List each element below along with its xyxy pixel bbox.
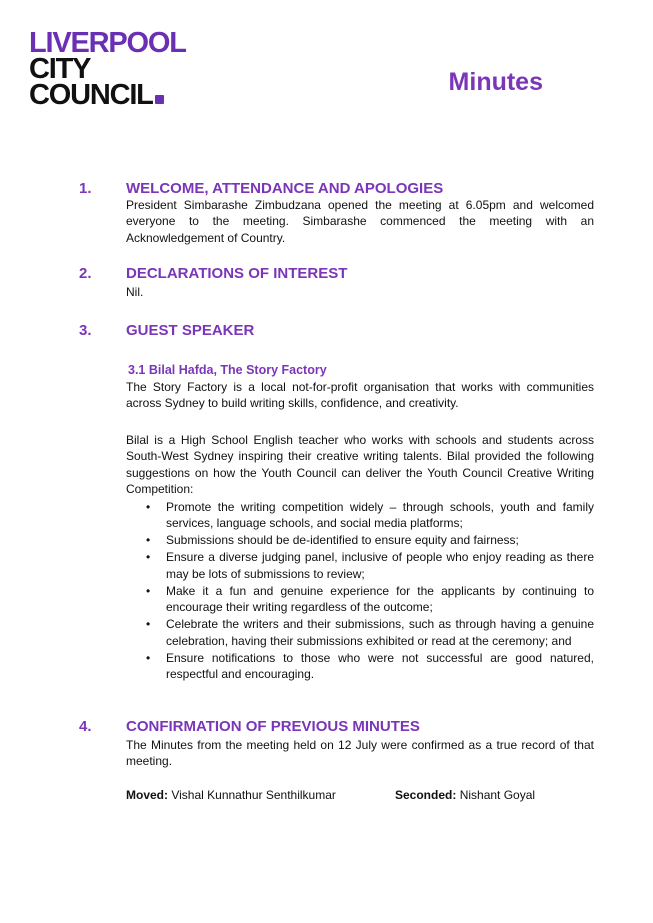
council-logo <box>29 27 219 112</box>
bullet-icon: • <box>146 650 151 665</box>
list-item-text: Ensure a diverse judging panel, inclusive of people who enjoy reading as there may be lots of submissions to review; <box>166 550 594 581</box>
logo-line-liverpool: LIVERPOOL <box>29 27 186 59</box>
moved-label: Moved: <box>126 788 168 802</box>
list-item <box>126 532 594 548</box>
list-item <box>126 549 594 582</box>
list-item <box>126 583 594 616</box>
subsection-paragraph-1: The Story Factory is a local not-for-profit organisation that works with communities across Sydney to build writing skills, confidence, and creativity. <box>126 380 594 411</box>
bullet-icon: • <box>146 533 151 548</box>
subsection-paragraph-2: Bilal is a High School English teacher who works with schools and students across South-West Sydney inspiring their creative writing talents. Bilal provided the following suggestions on how the Youth Council can deliver the Youth Council Creative Writing Competition: <box>126 433 594 497</box>
section-number: 2. <box>79 265 92 282</box>
section-number: 4. <box>79 718 92 735</box>
section-title: CONFIRMATION OF PREVIOUS MINUTES <box>126 718 420 735</box>
logo-line-council: COUNCIL <box>29 79 153 111</box>
document-title: Minutes <box>448 68 543 96</box>
section-body: The Minutes from the meeting held on 12 July were confirmed as a true record of that meeting. <box>126 738 594 769</box>
list-item-text: Promote the writing competition widely – through schools, youth and family services, language schools, and social media platforms; <box>166 500 594 531</box>
section-body: Nil. <box>126 285 144 299</box>
section-number: 1. <box>79 180 92 197</box>
bullet-icon: • <box>146 583 151 598</box>
subsection-title: 3.1 Bilal Hafda, The Story Factory <box>128 363 327 377</box>
section-body: President Simbarashe Zimbudzana opened the meeting at 6.05pm and welcomed everyone to the meeting. Simbarashe commenced the meeting with an Acknowledgement of Country. <box>126 198 594 245</box>
section-title: WELCOME, ATTENDANCE AND APOLOGIES <box>126 180 444 197</box>
moved-value: Vishal Kunnathur Senthilkumar <box>171 788 336 802</box>
bullet-icon: • <box>146 617 151 632</box>
list-item-text: Submissions should be de-identified to ensure equity and fairness; <box>166 533 519 548</box>
seconded-value: Nishant Goyal <box>459 788 536 802</box>
logo-square-icon <box>155 95 164 104</box>
section-heading <box>0 322 653 340</box>
section-heading <box>0 265 653 283</box>
bullet-icon: • <box>146 500 151 514</box>
section-number: 3. <box>79 322 92 339</box>
section-heading <box>0 718 653 736</box>
seconded-label: Seconded: <box>395 788 457 802</box>
logo-line-council-wrap <box>29 79 219 111</box>
logo-line-city: CITY <box>29 53 91 85</box>
section-heading <box>0 180 653 198</box>
list-item <box>126 499 594 532</box>
suggestion-list <box>126 499 594 683</box>
bullet-icon: • <box>146 550 151 565</box>
list-item-text: Ensure notifications to those who were not successful are good natured, respectful and encouraging. <box>166 650 594 682</box>
list-item <box>126 650 594 683</box>
section-title: DECLARATIONS OF INTEREST <box>126 265 348 282</box>
list-item-text: Make it a fun and genuine experience for the applicants by continuing to encourage their writing regardless of the outcome; <box>166 583 594 615</box>
moved-by <box>126 787 336 803</box>
section-title: GUEST SPEAKER <box>126 322 255 339</box>
list-item-text: Celebrate the writers and their submissions, such as through having a genuine celebration, having their submissions exhibited or read at the ceremony; and <box>166 617 594 648</box>
list-item <box>126 616 594 649</box>
seconded-by <box>395 787 535 803</box>
